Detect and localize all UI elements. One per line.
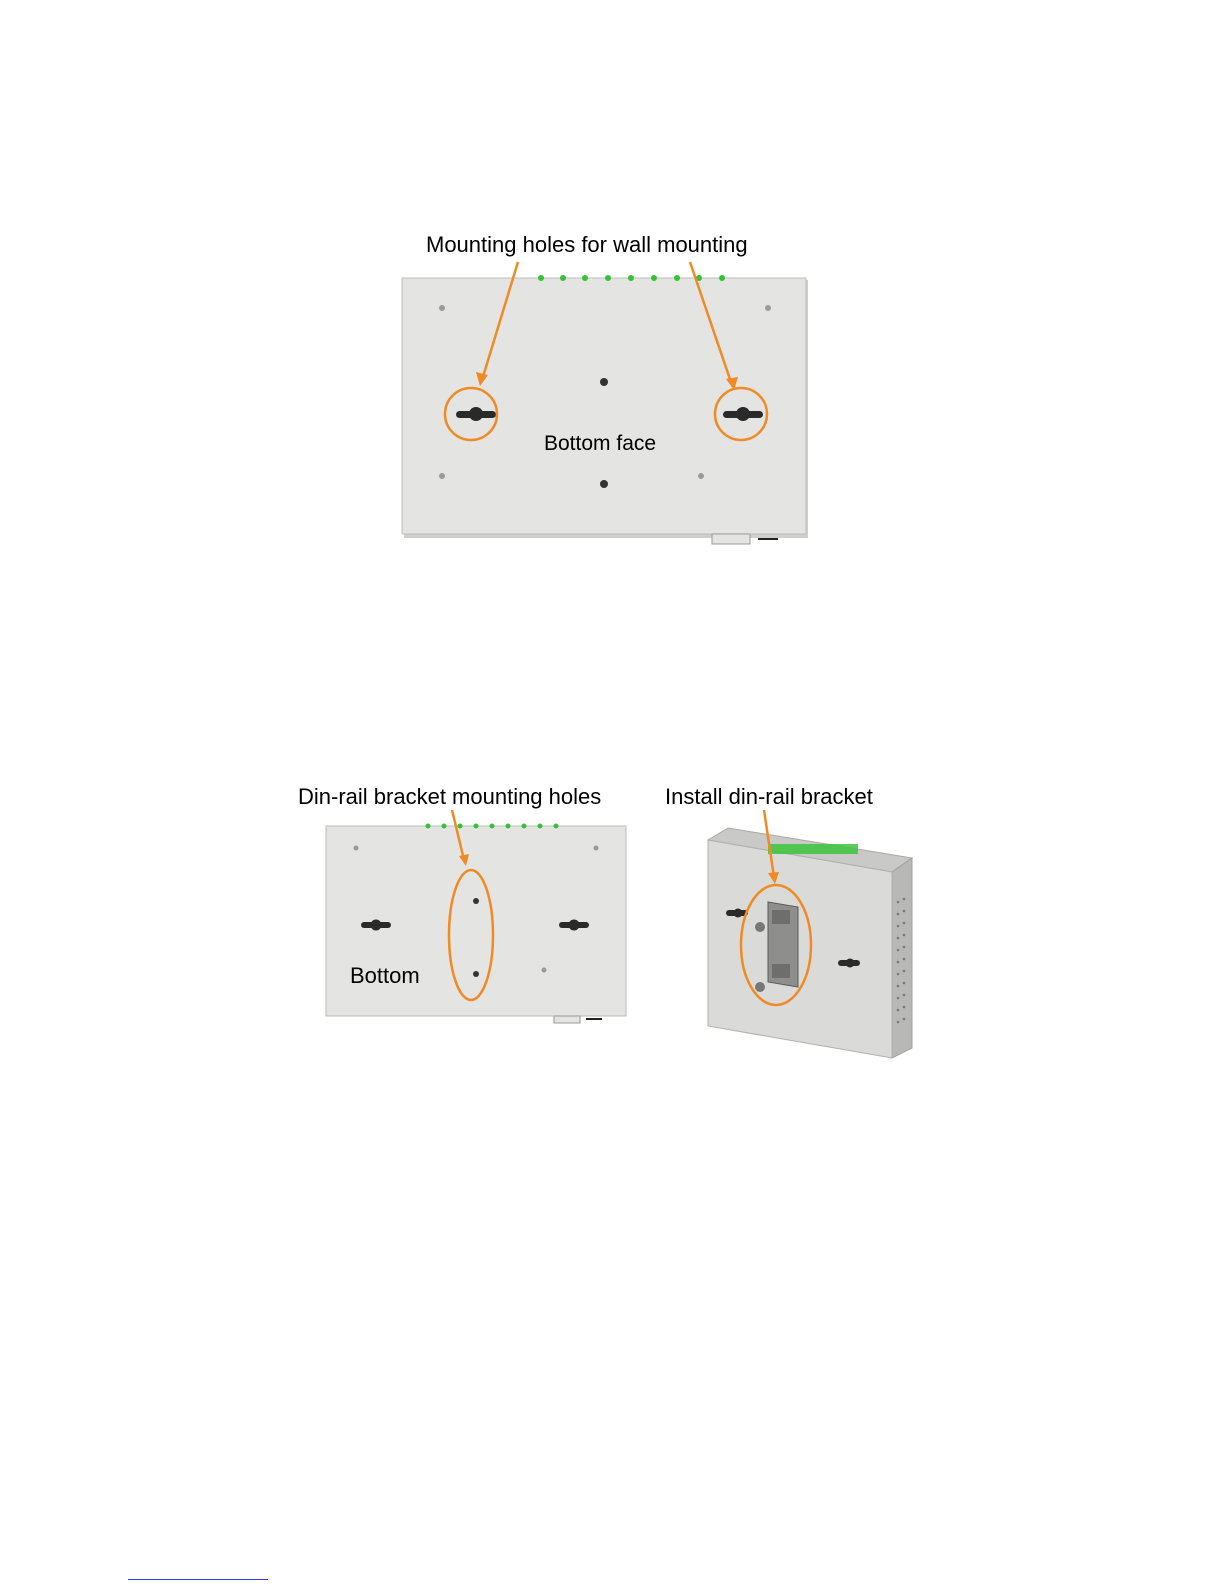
din-hole-top-small <box>473 898 479 904</box>
switch-side <box>892 858 912 1058</box>
wall-mounting-diagram <box>398 228 818 550</box>
din-rail-figure <box>298 782 918 1072</box>
din-rail-holes-callout: Din-rail bracket mounting holes <box>298 784 602 809</box>
install-bracket-callout: Install din-rail bracket <box>665 784 873 809</box>
bottom-panel <box>402 278 806 534</box>
switch-leds <box>768 844 858 854</box>
switch-face <box>708 840 892 1058</box>
wall-mounting-figure <box>398 228 818 550</box>
wall-mounting-callout: Mounting holes for wall mounting <box>426 232 748 257</box>
footnote-separator <box>128 1579 268 1580</box>
switch-isometric <box>708 810 912 1058</box>
bottom-mark-small <box>586 1018 602 1020</box>
bottom-face-label: Bottom face <box>544 432 657 455</box>
din-rail-diagram <box>298 782 918 1072</box>
din-hole-bottom-small <box>473 971 479 977</box>
bottom-tab <box>712 534 750 544</box>
bottom-label: Bottom <box>350 963 420 988</box>
led-row-small <box>426 824 559 829</box>
bottom-mark <box>758 538 778 540</box>
din-hole-bottom <box>600 480 608 488</box>
bottom-tab-small <box>554 1016 580 1023</box>
din-hole-top <box>600 378 608 386</box>
